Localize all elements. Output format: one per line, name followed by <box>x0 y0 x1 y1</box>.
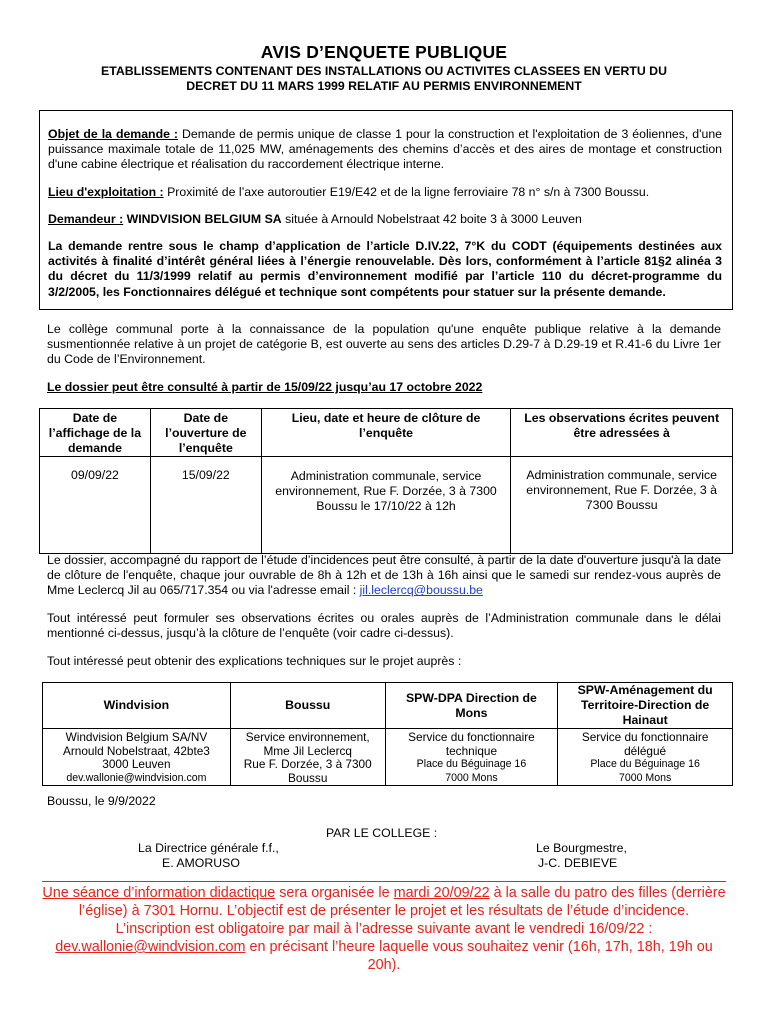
table-row <box>40 457 733 554</box>
notice-text-3: L’inscription est obligatoire par mail à l’adresse suivante avant le vendredi 16/09/22 : <box>115 921 653 937</box>
demandeur-paragraph <box>48 212 722 227</box>
document-title: AVIS D’ENQUETE PUBLIQUE <box>260 42 508 62</box>
cell-line: Place du Béguinage 16 <box>590 758 700 771</box>
information-session-notice <box>42 884 726 974</box>
header-spw-dpa: SPW-DPA Direction de Mons <box>385 683 558 729</box>
header-spw-amenagement: SPW-Aménagement du Territoire-Direction de Hainaut <box>558 683 733 729</box>
header-date-ouverture: Date de l’ouverture de l’enquête <box>150 409 261 457</box>
cell-email[interactable]: dev.wallonie@windvision.com <box>66 771 207 784</box>
par-le-college: PAR LE COLLEGE : <box>326 826 438 840</box>
request-details-box <box>39 110 733 310</box>
college-text: Le collège communal porte à la connaissance de la population qu'une enquête publique relative à la demande susmentionnée relative à un projet de catégorie B, est ouverte au sens des articles D.29-7 à D.29-19 et R.41-6 du Livre 1er du Code de l’Environnement. <box>47 322 721 367</box>
notice-divider <box>42 881 726 882</box>
cell-line: Windvision Belgium SA/NV <box>65 730 208 744</box>
cell-line: Mme Jil Leclercq <box>263 743 352 758</box>
objet-label: Objet de la demande : <box>48 127 178 141</box>
cell-windvision <box>43 729 231 786</box>
header-date-affichage: Date de l’affichage de la demande <box>40 409 151 457</box>
cell-date-affichage: 09/09/22 <box>40 457 151 554</box>
subtitle-line-2: DECRET DU 11 MARS 1999 RELATIF AU PERMIS ENVIRONNEMENT <box>186 78 582 93</box>
interesse-paragraph-2 <box>47 654 721 669</box>
lieu-paragraph <box>48 185 722 200</box>
college-paragraph <box>47 322 721 368</box>
table-header-row <box>40 409 733 457</box>
header-windvision: Windvision <box>43 683 231 729</box>
dossier-heading-block <box>47 380 721 395</box>
header-boussu: Boussu <box>230 683 385 729</box>
cell-line: 3000 Leuven <box>102 757 171 772</box>
cell-observations: Administration communale, service environnement, Rue F. Dorzée, 3 à 7300 Boussu <box>511 457 733 554</box>
legal-paragraph: La demande rentre sous le champ d’application de l’article D.IV.22, 7°K du CODT (équipements destinées aux activités à finalité d’intérêt général liées à l’énergie renouvelable. Dès lors, conformément à l’article 81§2 alinéa 3 du décret du 11/3/1999 relatif au permis d’environnement modifié par l’article 110 du décret-programme du 3/2/2005, les Fonctionnaires délégué et technique sont compétents pour statuer sur la présente demande. <box>48 239 722 299</box>
cell-line: Arnould Nobelstraat, 42bte3 <box>62 743 210 758</box>
cell-line: 7000 Mons <box>445 771 498 784</box>
demandeur-name: WINDVISION BELGIUM SA <box>123 211 282 226</box>
notice-text-2: à la salle du patro des filles (derrière l’église) à 7301 Hornu. L’objectif est de présenter le projet et les résultats de l’étude d’incidence. <box>78 885 726 919</box>
cell-lieu-cloture: Administration communale, service environnement, Rue F. Dorzée, 3 à 7300 Boussu le 17/10/22 à 12h <box>261 457 511 554</box>
enquiry-dates-table <box>39 408 733 554</box>
lieu-label: Lieu d'exploitation : <box>48 184 164 199</box>
notice-date: mardi 20/09/22 <box>393 885 490 901</box>
lieu-text: Proximité de l’axe autoroutier E19/E42 et de la ligne ferroviaire 78 n° s/n à 7300 Boussu. <box>163 184 650 199</box>
demandeur-label: Demandeur : <box>48 211 124 226</box>
cell-line: technique <box>445 743 498 758</box>
cell-line: délégué <box>624 743 667 758</box>
cell-boussu <box>230 729 385 786</box>
cell-line: Service environnement, <box>245 730 370 744</box>
document-subtitle <box>30 64 738 93</box>
subtitle-line-1: ETABLISSEMENTS CONTENANT DES INSTALLATIONS OU ACTIVITES CLASSEES EN VERTU DU <box>101 64 667 78</box>
cell-line: Rue F. Dorzée, 3 à 7300 <box>243 757 372 772</box>
table-row <box>43 729 733 786</box>
demandeur-text: située à Arnould Nobelstraat 42 boite 3 à 3000 Leuven <box>281 211 582 226</box>
cell-line: Service du fonctionnaire <box>408 730 535 744</box>
contacts-table <box>42 682 733 786</box>
objet-text: Demande de permis unique de classe 1 pour la construction et l'exploitation de 3 éoliennes, d'une puissance maximale totale de 11,025 MW, aménagements des chemins d’accès et des aires de montage et construction d'une cabine électrique et réalisation du raccordement électrique interne. <box>48 127 723 172</box>
left-signatory-name: E. AMORUSO <box>162 856 240 870</box>
dossier-consult-paragraph <box>47 553 721 599</box>
table-header-row <box>43 683 733 729</box>
cell-line: Place du Béguinage 16 <box>416 758 527 771</box>
right-signatory-role: Le Bourgmestre, <box>536 841 627 855</box>
cell-line: Boussu <box>288 770 328 785</box>
interesse-text-1: Tout intéressé peut formuler ses observations écrites ou orales auprès de l’Administration communale dans le délai mentionné ci-dessus, jusqu’à la clôture de l’enquête (voir cadre ci-dessus). <box>47 611 721 641</box>
header-observations: Les observations écrites peuvent être adressées à <box>511 409 733 457</box>
cell-date-ouverture: 15/09/22 <box>150 457 261 554</box>
notice-session-link: Une séance d’information didactique <box>42 885 276 901</box>
cell-spw-amenagement <box>558 729 733 786</box>
notice-text-1: sera organisée le <box>275 885 394 901</box>
cell-line: 7000 Mons <box>618 771 672 784</box>
interesse-paragraph-1 <box>47 611 721 641</box>
interesse-text-2: Tout intéressé peut obtenir des explications techniques sur le projet auprès : <box>47 654 462 668</box>
objet-paragraph <box>48 127 722 173</box>
cell-spw-dpa <box>385 729 558 786</box>
cell-line: Service du fonctionnaire <box>581 730 709 744</box>
date-line: Boussu, le 9/9/2022 <box>47 794 156 808</box>
dossier-heading: Le dossier peut être consulté à partir de 15/09/22 jusqu’au 17 octobre 2022 <box>47 380 483 394</box>
notice-email-link[interactable]: dev.wallonie@windvision.com <box>55 939 246 955</box>
email-link-jil[interactable]: jil.leclercq@boussu.be <box>359 583 483 598</box>
right-signatory-name: J-C. DEBIEVE <box>538 856 618 870</box>
dossier-consult-text: Le dossier, accompagné du rapport de l’étude d’incidences peut être consulté, à partir de la date d'ouverture jusqu'à la date de clôture de l'enquête, chaque jour ouvrable de 8h à 12h et de 13h à 16h ainsi que le samedi sur rendez-vous auprès de Mme Leclercq Jil au 065/717.354 ou via l'adresse email : <box>47 553 721 598</box>
left-signatory-role: La Directrice générale f.f., <box>138 841 279 855</box>
notice-text-4: en précisant l’heure laquelle vous souhaitez venir (16h, 17h, 18h, 19h ou 20h). <box>245 939 713 973</box>
header-lieu-cloture: Lieu, date et heure de clôture de l’enquête <box>261 409 511 457</box>
